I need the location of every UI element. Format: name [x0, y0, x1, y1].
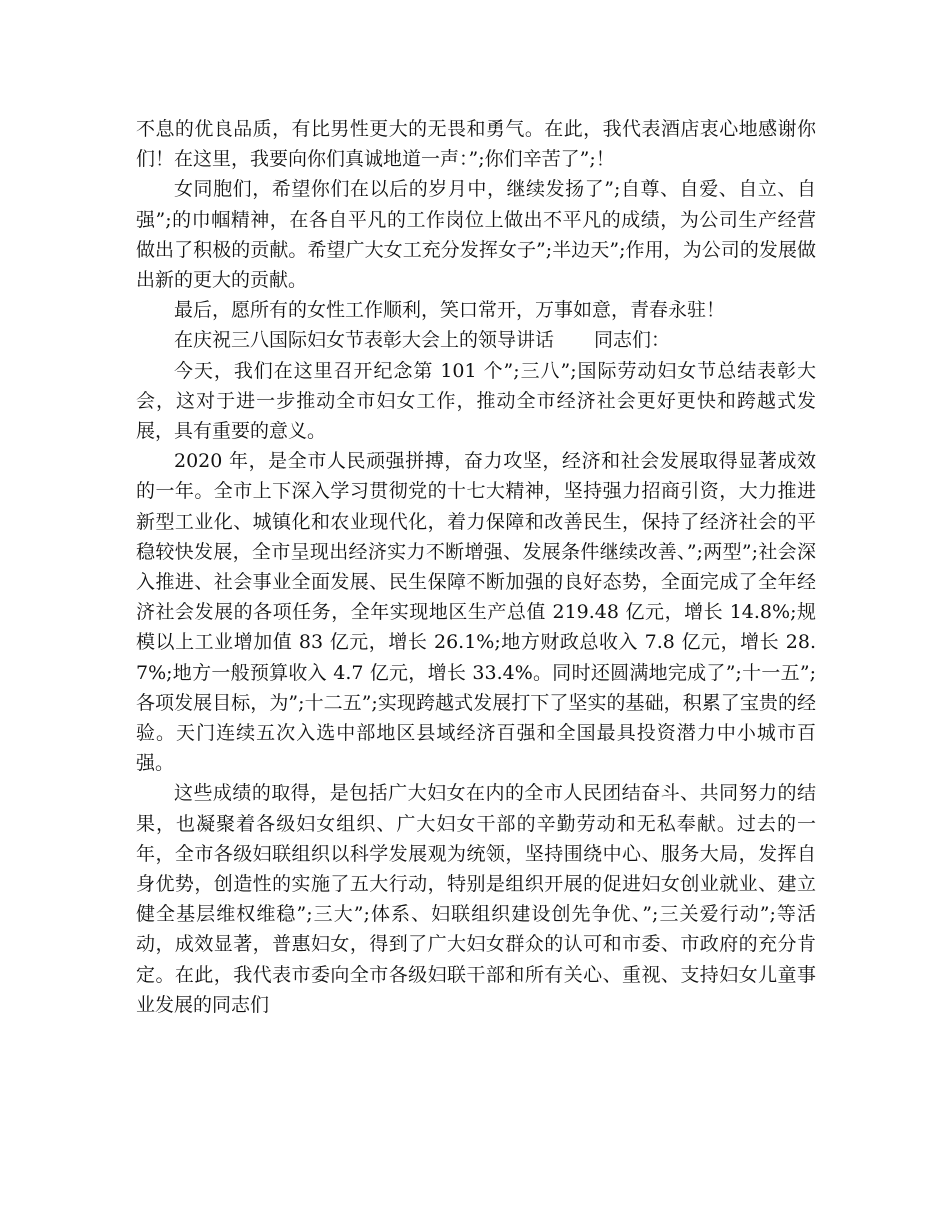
paragraph-closing-thanks: 不息的优良品质，有比男性更大的无畏和勇气。在此，我代表酒店衷心地感谢你们！在这里，我要向你们真诚地道一声：”;你们辛苦了”;！	[136, 118, 816, 171]
paragraph-achievements-2020: 2020 年，是全市人民顽强拼搏，奋力攻坚，经济和社会发展取得显著成效的一年。全市上下深入学习贯彻党的十七大精神，坚持强力招商引资，大力推进新型工业化、城镇化和农业现代化，着力保障和改善民生，保持了经济社会的平稳较快发展，全市呈现出经济实力不断增强、发展条件继续改善、”;两型”;社会深入推进、社会事业全面发展、民生保障不断加强的良好态势，全面完成了全年经济社会发展的各项任务，全年实现地区生产总值 219.48 亿元，增长 14.8%;规模以上工业增加值 83 亿元，增长 26.1%;地方财政总收入 7.8 亿元，增长 28.7%;地方一般预算收入 4.7 亿元，增长 33.4%。同时还圆满地完成了”;十一五”;各项发展目标，为”;十二五”;实现跨越式发展打下了坚实的基础，积累了宝贵的经验。天门连续五次入选中部地区县域经济百强和全国最具投资潜力中小城市百强。	[136, 450, 816, 775]
speech-salutation: 同志们：	[594, 329, 671, 352]
paragraph-acknowledgement: 这些成绩的取得，是包括广大妇女在内的全市人民团结奋斗、共同努力的结果，也凝聚着各级妇女组织、广大妇女干部的辛勤劳动和无私奉献。过去的一年，全市各级妇联组织以科学发展观为统领，坚持围绕中心、服务大局，发挥自身优势，创造性的实施了五大行动，特别是组织开展的促进妇女创业就业、建立健全基层维权维稳”;三大”;体系、妇联组织建设创先争优、”;三关爱行动”;等活动，成效显著，普惠妇女，得到了广大妇女群众的认可和市委、市政府的充分肯定。在此，我代表市委向全市各级妇联干部和所有关心、重视、支持妇女儿童事业发展的同志们	[136, 782, 816, 1016]
document-body	[136, 114, 816, 1020]
paragraph-hope: 女同胞们，希望你们在以后的岁月中，继续发扬了”;自尊、自爱、自立、自强”;的巾帼精神，在各自平凡的工作岗位上做出不平凡的成绩，为公司生产经营做出了积极的贡献。希望广大女工充分发挥女子”;半边天”;作用，为公司的发展做出新的更大的贡献。	[136, 178, 816, 292]
paragraph-opening: 今天，我们在这里召开纪念第 101 个”;三八”;国际劳动妇女节总结表彰大会，这对于进一步推动全市妇女工作，推动全市经济社会更好更快和跨越式发展，具有重要的意义。	[136, 359, 816, 443]
speech-heading-line	[136, 325, 816, 355]
speech-title: 在庆祝三八国际妇女节表彰大会上的领导讲话	[174, 329, 555, 352]
paragraph-wishes: 最后，愿所有的女性工作顺利，笑口常开，万事如意，青春永驻！	[174, 299, 726, 322]
